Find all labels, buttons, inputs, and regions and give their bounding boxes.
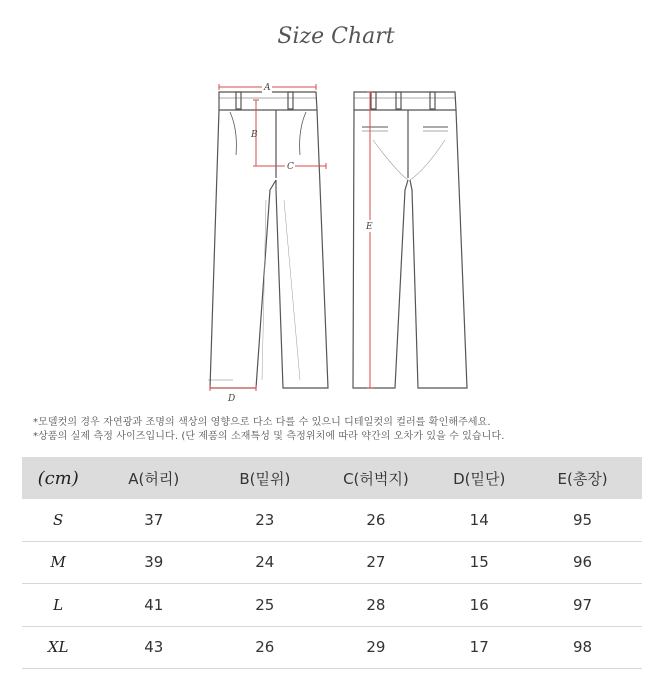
value-cell: 15 <box>435 541 523 584</box>
value-cell: 17 <box>435 626 523 669</box>
value-cell: 25 <box>213 584 316 627</box>
header-c: C(허벅지) <box>316 457 435 499</box>
label-d: D <box>228 394 236 404</box>
header-e: E(총장) <box>523 457 642 499</box>
size-cell: L <box>22 584 94 627</box>
page-title: Size Chart <box>277 24 395 49</box>
size-cell: XL <box>22 626 94 669</box>
value-cell: 23 <box>213 499 316 541</box>
size-cell: M <box>22 541 94 584</box>
label-a: A <box>264 83 271 93</box>
value-cell: 26 <box>316 499 435 541</box>
note-line: *상품의 실제 측정 사이즈입니다. (단 제품의 소재특성 및 측정위치에 따라 약간의 오차가 있을 수 있습니다. <box>33 431 505 442</box>
value-cell: 96 <box>523 541 642 584</box>
note-line: *모델컷의 경우 자연광과 조명의 색상의 영향으로 다소 다를 수 있으니 디테일컷의 컬러를 확인해주세요. <box>33 417 491 428</box>
header-a: A(허리) <box>94 457 213 499</box>
size-table <box>22 457 642 669</box>
header-d: D(밑단) <box>435 457 523 499</box>
value-cell: 97 <box>523 584 642 627</box>
value-cell: 98 <box>523 626 642 669</box>
value-cell: 29 <box>316 626 435 669</box>
value-cell: 37 <box>94 499 213 541</box>
pants-front-view <box>208 92 328 388</box>
label-e: E <box>366 222 373 232</box>
value-cell: 41 <box>94 584 213 627</box>
table-row <box>22 541 642 584</box>
header-b: B(밑위) <box>213 457 316 499</box>
value-cell: 95 <box>523 499 642 541</box>
table-row <box>22 499 642 541</box>
value-cell: 43 <box>94 626 213 669</box>
table-row <box>22 626 642 669</box>
table-row <box>22 584 642 627</box>
value-cell: 16 <box>435 584 523 627</box>
label-b: B <box>251 130 258 140</box>
header-unit: (cm) <box>22 457 94 499</box>
label-c: C <box>287 162 294 172</box>
value-cell: 26 <box>213 626 316 669</box>
value-cell: 14 <box>435 499 523 541</box>
notes <box>33 416 504 444</box>
value-cell: 28 <box>316 584 435 627</box>
value-cell: 24 <box>213 541 316 584</box>
value-cell: 27 <box>316 541 435 584</box>
value-cell: 39 <box>94 541 213 584</box>
size-cell: S <box>22 499 94 541</box>
table-header-row <box>22 457 642 499</box>
